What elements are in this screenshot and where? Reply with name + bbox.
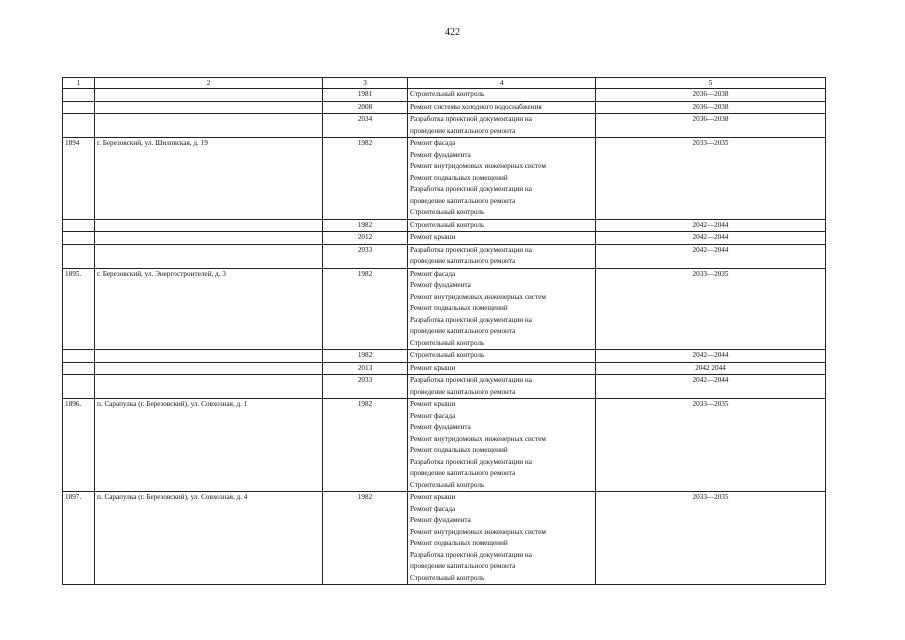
works-cell [408, 268, 596, 350]
year-cell: 1982 [323, 399, 408, 492]
works-cell [408, 232, 596, 245]
table-header-row [63, 78, 826, 89]
repair-schedule-table [62, 77, 826, 585]
works-cell [408, 138, 596, 220]
address-cell: п. Сарапулка (г. Березовский), ул. Совхозная, д. 1 [95, 399, 323, 492]
table-row [63, 362, 826, 375]
work-item: проведение капитального ремонта [410, 327, 516, 335]
address-cell: г. Березовский, ул. Шиловская, д. 19 [95, 138, 323, 220]
works-cell [408, 362, 596, 375]
table-row [63, 375, 826, 399]
year-cell: 1982 [323, 492, 408, 585]
work-item: Ремонт фасада [410, 139, 456, 147]
address-cell [95, 219, 323, 232]
row-number-cell [63, 101, 95, 114]
table-row [63, 399, 826, 492]
row-number-cell [63, 232, 95, 245]
work-item: Разработка проектной документации на [410, 376, 532, 384]
work-item: Ремонт крыши [410, 493, 456, 501]
year-cell: 1982 [323, 268, 408, 350]
table-row [63, 114, 826, 138]
address-cell [95, 375, 323, 399]
works-cell [408, 375, 596, 399]
period-cell: 2033—2035 [596, 399, 826, 492]
column-header-1: 1 [63, 78, 95, 89]
table-row [63, 89, 826, 102]
table-row [63, 350, 826, 363]
work-item: Разработка проектной документации на [410, 115, 532, 123]
works-cell [408, 89, 596, 102]
column-header-3: 3 [323, 78, 408, 89]
works-cell [408, 219, 596, 232]
period-cell: 2033—2035 [596, 492, 826, 585]
year-cell: 2013 [323, 362, 408, 375]
work-item: Ремонт фундамента [410, 423, 471, 431]
work-item: Ремонт внутридомовых инженерных систем [410, 292, 546, 301]
year-cell: 2033 [323, 375, 408, 399]
year-cell: 1982 [323, 350, 408, 363]
works-cell [408, 492, 596, 585]
period-cell: 2042—2044 [596, 244, 826, 268]
address-cell [95, 101, 323, 114]
address-cell [95, 362, 323, 375]
period-cell: 2042—2044 [596, 232, 826, 245]
work-item: проведение капитального ремонта [410, 126, 516, 135]
works-cell [408, 114, 596, 138]
address-cell [95, 114, 323, 138]
address-cell [95, 232, 323, 245]
works-cell [408, 350, 596, 363]
work-item: Строительный контроль [410, 351, 485, 359]
work-item: Строительный контроль [410, 338, 485, 347]
work-item: Разработка проектной документации на [410, 550, 532, 559]
work-item: Ремонт подвальных помещений [410, 539, 508, 547]
row-number-cell [63, 350, 95, 363]
work-item: Строительный контроль [410, 480, 485, 489]
work-item: Разработка проектной документации на [410, 245, 532, 254]
row-number-cell: 1895. [63, 268, 95, 350]
work-item: Ремонт крыши [410, 400, 456, 408]
table-row [63, 268, 826, 350]
work-item: Разработка проектной документации на [410, 457, 532, 466]
work-item: Ремонт фасада [410, 269, 456, 278]
work-item: Ремонт системы холодного водоснабжения [410, 102, 542, 111]
works-cell [408, 101, 596, 114]
table-row [63, 138, 826, 220]
work-item: проведение капитального ремонта [410, 196, 516, 205]
work-item: проведение капитального ремонта [410, 257, 516, 265]
work-item: Ремонт фасада [410, 411, 456, 420]
period-cell: 2042 2044 [596, 362, 826, 375]
work-item: Ремонт фасада [410, 504, 456, 513]
work-item: Разработка проектной документации на [410, 185, 532, 193]
year-cell: 2034 [323, 114, 408, 138]
address-cell: г. Березовский, ул. Энергостроителей, д. 3 [95, 268, 323, 350]
row-number-cell: 1896. [63, 399, 95, 492]
work-item: Ремонт подвальных помещений [410, 304, 508, 312]
table-body [63, 89, 826, 585]
work-item: Ремонт крыши [410, 233, 456, 241]
address-cell [95, 244, 323, 268]
table-row [63, 232, 826, 245]
period-cell: 2036—2038 [596, 101, 826, 114]
year-cell: 2008 [323, 101, 408, 114]
work-item: Ремонт крыши [410, 363, 456, 372]
work-item: Ремонт внутридомовых инженерных систем [410, 527, 546, 536]
period-cell: 2042—2044 [596, 375, 826, 399]
work-item: Ремонт фундамента [410, 150, 471, 159]
work-item: Ремонт фундамента [410, 281, 471, 289]
row-number-cell: 1894 [63, 138, 95, 220]
work-item: проведение капитального ремонта [410, 387, 516, 396]
work-item: Строительный контроль [410, 220, 485, 229]
work-item: Ремонт подвальных помещений [410, 173, 508, 182]
works-cell [408, 399, 596, 492]
work-item: Разработка проектной документации на [410, 315, 532, 324]
year-cell: 2033 [323, 244, 408, 268]
period-cell: 2036—2038 [596, 114, 826, 138]
row-number-cell [63, 375, 95, 399]
row-number-cell: 1897. [63, 492, 95, 585]
work-item: Строительный контроль [410, 208, 485, 216]
work-item: Ремонт подвальных помещений [410, 446, 508, 454]
column-header-5: 5 [596, 78, 826, 89]
work-item: проведение капитального ремонта [410, 562, 516, 570]
table-row [63, 244, 826, 268]
row-number-cell [63, 362, 95, 375]
row-number-cell [63, 219, 95, 232]
work-item: Ремонт внутридомовых инженерных систем [410, 162, 546, 170]
year-cell: 1981 [323, 89, 408, 102]
work-item: проведение капитального ремонта [410, 469, 516, 477]
year-cell: 1982 [323, 219, 408, 232]
column-header-2: 2 [95, 78, 323, 89]
column-header-4: 4 [408, 78, 596, 89]
address-cell: п. Сарапулка (г. Березовский), ул. Совхозная, д. 4 [95, 492, 323, 585]
row-number-cell [63, 244, 95, 268]
year-cell: 1982 [323, 138, 408, 220]
works-cell [408, 244, 596, 268]
table-row [63, 101, 826, 114]
row-number-cell [63, 89, 95, 102]
period-cell: 2042—2044 [596, 350, 826, 363]
address-cell [95, 89, 323, 102]
table-row [63, 219, 826, 232]
period-cell: 2033—2035 [596, 268, 826, 350]
address-cell [95, 350, 323, 363]
table-row [63, 492, 826, 585]
work-item: Ремонт внутридомовых инженерных систем [410, 434, 546, 443]
period-cell: 2036—2038 [596, 89, 826, 102]
period-cell: 2033—2035 [596, 138, 826, 220]
period-cell: 2042—2044 [596, 219, 826, 232]
year-cell: 2012 [323, 232, 408, 245]
row-number-cell [63, 114, 95, 138]
work-item: Строительный контроль [410, 90, 485, 98]
work-item: Строительный контроль [410, 573, 485, 582]
work-item: Ремонт фундамента [410, 516, 471, 524]
page-number: 422 [445, 27, 460, 38]
